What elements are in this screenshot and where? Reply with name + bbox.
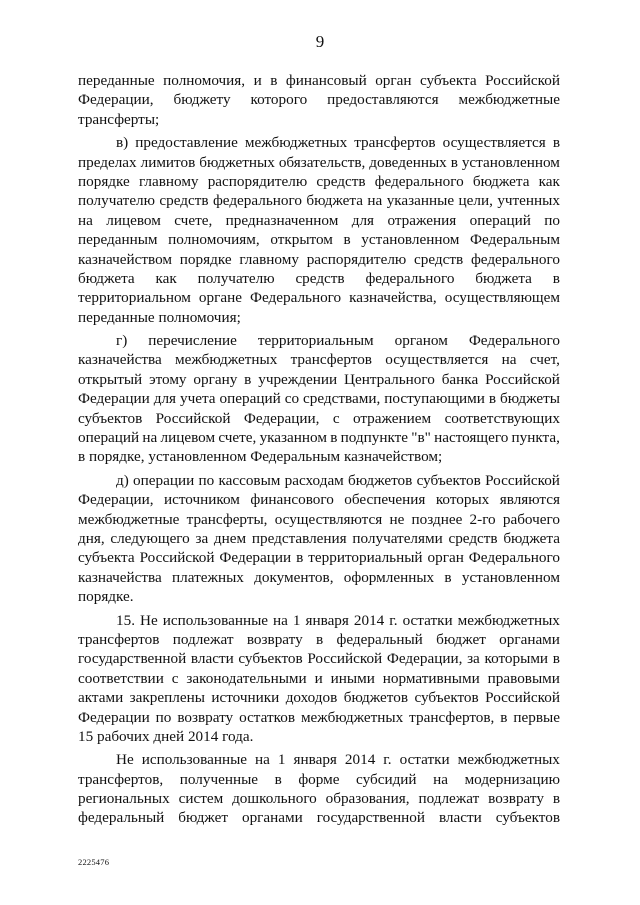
word: в [552,790,560,808]
text-line [78,90,560,109]
word: не [389,510,405,528]
word: федерального [212,192,302,210]
word: первые [513,708,560,726]
word: остатки [402,611,453,629]
word: территориальном [78,289,191,307]
word: субсидий [356,770,417,788]
word: с [332,409,340,427]
text-line [78,153,560,172]
word: на [78,211,93,229]
word: межбюджетных [244,134,348,152]
word: Российской [485,689,560,707]
word: дня, [78,529,105,547]
text-line [78,770,560,789]
word: федеральный [78,809,165,827]
word: переданным [78,231,158,249]
word: 2014 [344,751,376,769]
word: распорядителю [306,250,407,268]
word: для [153,390,177,408]
word: Российской [485,370,560,388]
text-line [78,727,560,746]
word: получателю [78,192,155,210]
word: субъектов [78,409,143,427]
text-line [78,71,560,90]
word: года. [222,727,254,745]
word: в [444,568,452,586]
text-line [78,611,560,630]
word: учреждении [258,370,338,388]
text-line [78,471,560,490]
word: межбюджетных [175,351,278,369]
word: как [538,172,560,190]
word: операций [469,211,531,229]
word: по [155,708,172,726]
word: Федерации [219,549,292,567]
word: трансферты, [186,510,268,528]
word: за [467,650,480,668]
word: остатки [399,751,450,769]
word: на [273,611,288,629]
word: власти [190,650,234,668]
word: операций [219,390,281,408]
word: органами [499,630,560,648]
word: на [142,429,158,447]
word: для [351,211,375,229]
word: распорядителю [207,172,308,190]
word: на [255,751,270,769]
word: Российской [485,471,560,489]
word: форме [298,770,340,788]
word: доведенных [369,153,447,171]
word: как [155,269,177,287]
word: поступающими [384,390,485,408]
word: подпункте [340,429,409,447]
word: д) [116,471,129,489]
word: подлежат [172,630,234,648]
word: соответствующих [444,409,560,427]
word: государственной [78,650,187,668]
word: иными [330,669,375,687]
body-text [78,71,560,828]
word: порядке. [78,588,134,606]
text-line [78,669,560,688]
word: предназначенном [225,211,339,229]
word: трансферты; [78,110,160,128]
word: систем [178,790,224,808]
word: федерального [365,269,455,287]
word: счете, [218,429,257,447]
page-number: 9 [315,32,325,51]
word: за [195,529,209,547]
text-line [78,269,560,288]
word: доходов [285,689,338,707]
word: являются [499,491,560,509]
word: Федерации, [386,650,463,668]
word: федерального [374,172,464,190]
word: Федерального [468,332,560,350]
word: в [316,630,324,648]
word: в [343,231,351,249]
word: межбюджетные [78,510,180,528]
word: лимитов [140,153,196,171]
word: субъектов [495,809,560,827]
text-line [78,409,560,428]
word: межбюджетных [457,611,560,629]
word: в [450,153,458,171]
word: трансфертов [354,134,436,152]
word: бюджеты [500,390,560,408]
word: бюджета [503,529,560,547]
word: со [284,390,300,408]
word: главному [239,250,299,268]
word: г. [389,611,398,629]
word: операции [133,471,195,489]
word: Российской [307,650,383,668]
word: переданные [78,72,155,89]
word: установленном [148,448,251,466]
text-line [78,568,560,587]
word: полномочия, [163,72,246,89]
text-line [78,789,560,808]
word: учтенных [497,192,560,210]
word: территориальным [257,332,374,350]
text-line [78,529,560,548]
word: орган [375,72,412,89]
word: Центрального [344,370,435,388]
word: источником [164,491,240,509]
word: на [501,351,517,369]
word: органе [198,289,242,307]
word: которого [250,91,308,109]
text-line [78,133,560,152]
word: модернизацию [464,770,560,788]
word: остатков [239,708,295,726]
word: Федерации, [78,491,154,509]
text-line [78,350,560,369]
word: порядке, [88,448,149,466]
word: средств [448,529,498,547]
text-line [78,308,560,327]
word: Федерального [468,549,560,567]
word: бюджета [306,192,363,210]
word: Федеральным [250,448,344,466]
word: Российской [155,409,231,427]
word: орган [427,549,464,567]
text-line [78,510,560,529]
word: по [544,211,560,229]
word: указанные [386,192,455,210]
text-line [78,750,560,769]
word: в) [116,134,129,152]
word: соответствии [78,669,164,687]
word: днем [213,529,247,547]
word: с [171,669,179,687]
word: на [433,770,448,788]
word: получателю [197,269,275,287]
text-line [78,447,560,466]
text-line [78,548,560,567]
word: обязательств, [278,153,366,171]
word: предоставляются [327,91,439,109]
word: использованные [141,751,248,769]
word: г) [116,332,128,350]
word: казначейством [78,250,173,268]
word: бюджетов [343,689,408,707]
text-line [78,230,560,249]
word: Федерации, [243,409,320,427]
word: рабочих [96,727,154,745]
word: осуществляются [274,510,383,528]
word: января [293,751,337,769]
document-code: 2225476 [78,857,110,867]
word: 15 [78,727,97,745]
word: финансовый [285,72,367,89]
word: полномочиям, [168,231,260,249]
word: операций [78,429,140,447]
text-line [78,649,560,668]
word: подлежат [418,790,480,808]
word: банка [441,370,479,388]
word: органами [241,809,303,827]
word: отражения [387,211,457,229]
word: представления [251,529,347,547]
word: возврату [488,790,544,808]
word: открытый [78,370,143,388]
text-line [78,331,560,350]
word: порядке [179,250,232,268]
word: обеспечения [344,491,426,509]
word: средств [159,192,209,210]
word: 15. [116,611,135,629]
word: власти [438,809,482,827]
word: перечисление [148,332,237,350]
text-line [78,110,560,129]
word: бюджетных [199,153,275,171]
word: открытом [270,231,333,249]
word: в [244,370,252,388]
word: рабочего [502,510,560,528]
word: дошкольного [232,790,317,808]
word: полномочия; [158,308,241,326]
text-line [78,389,560,408]
word: межбюджетных [300,708,404,726]
word: цели, [458,192,493,210]
word: субъектов [416,471,481,489]
word: трансфертов [290,351,372,369]
word: в [500,708,508,726]
word: в [488,390,497,408]
word: которых [435,491,490,509]
word: государственной [316,809,425,827]
word: межбюджетных [457,751,560,769]
word: предоставление [135,134,238,152]
word: казначейства, [349,289,437,307]
word: бюджет [178,809,228,827]
word: правовыми [487,669,560,687]
word: в [274,770,282,788]
word: Не [116,751,134,769]
word: указанном [259,429,327,447]
word: главному [138,172,199,190]
word: в [552,650,560,668]
word: которыми [484,650,549,668]
word: отражением [352,409,432,427]
word: законодательными [186,669,307,687]
word: платежных [172,568,244,586]
text-line [78,708,560,727]
word: федеральный [336,630,423,648]
text-line [78,370,560,389]
word: получателями [352,529,443,547]
word: Федерации, [78,91,154,109]
word: лицевом [106,211,161,229]
word: следующего [110,529,190,547]
word: казначейством; [343,448,443,466]
word: средств [414,250,464,268]
word: января [305,611,349,629]
word: в [270,72,278,89]
text-line [78,428,560,447]
word: в [552,269,560,287]
word: казначейства [78,568,162,586]
word: документов, [254,568,334,586]
word: и [314,669,323,687]
word: пункта, [511,429,560,447]
text-line [78,808,560,827]
word: расходам [284,471,344,489]
word: источники [211,689,280,707]
word: средств [295,269,345,287]
word: в [330,429,338,447]
word: возврату [246,630,303,648]
word: Российской [139,549,215,567]
word: по [198,471,215,489]
word: настоящего [434,429,509,447]
word: в [78,448,89,466]
word: установленном [461,568,560,586]
text-line [78,191,560,210]
word: субъектов [414,689,479,707]
word: Федеральным [470,231,560,249]
word: счете, [174,211,213,229]
word: этому [149,370,187,388]
word: нормативными [382,669,480,687]
word: трансфертов, [78,770,164,788]
word: 2014 [187,727,223,745]
text-line [78,211,560,230]
word: бюджета [475,269,532,287]
word: установленном [461,153,560,171]
word: 2014 [353,611,385,629]
text-line [78,172,560,191]
word: осуществляется [442,134,546,152]
word: бюджетов [348,471,413,489]
word: субъектов [238,650,303,668]
word: позднее [411,510,463,528]
word: 1 [277,751,286,769]
word: на [367,192,383,210]
word: актами [78,689,124,707]
word: осуществляющем [444,289,560,307]
text-line [78,288,560,307]
word: бюджета [78,269,135,287]
text-line [78,587,560,606]
word: Федерального [249,289,342,307]
word: образования, [325,790,410,808]
text-line [78,688,560,707]
word: органу [193,370,238,388]
word: пределах [78,153,137,171]
word: региональных [78,790,170,808]
word: г. [383,751,392,769]
word: осуществляется [385,351,489,369]
word: федерального [470,250,560,268]
word: 2-го [469,510,496,528]
word: счет, [529,351,560,369]
word: в [296,549,304,567]
word: органом [394,332,448,350]
word: бюджету [173,91,231,109]
word: трансфертов, [409,708,495,726]
word: субъекта [78,549,135,567]
word: Федерации [78,390,150,408]
text-line [78,630,560,649]
word: средств [316,172,366,190]
word: Не [139,611,158,629]
word: переданные [78,308,159,326]
word: и [253,72,262,89]
word: субъекта [420,72,477,89]
word: в [552,134,560,152]
word: бюджета [472,172,530,190]
word: закреплены [129,689,205,707]
word: трансфертов [78,630,160,648]
word: Федерации [78,708,150,726]
word: бюджет [436,630,486,648]
word: установленном [361,231,460,249]
word: полученные [179,770,259,788]
word: дней [153,727,188,745]
word: использованные [162,611,269,629]
word: межбюджетные [458,91,560,109]
word: казначейства [78,351,162,369]
word: 1 [292,611,301,629]
word: учета [180,390,216,408]
word: средствами, [303,390,381,408]
word: порядке [78,172,130,190]
word: оформленных [343,568,435,586]
word: финансового [250,491,334,509]
text-line [78,490,560,509]
word: кассовым [218,471,281,489]
word: "в" [411,429,431,447]
text-line [78,250,560,269]
word: лицевом [160,429,216,447]
word: возврату [177,708,234,726]
word: Российской [485,72,560,89]
word: территориальный [308,549,423,567]
